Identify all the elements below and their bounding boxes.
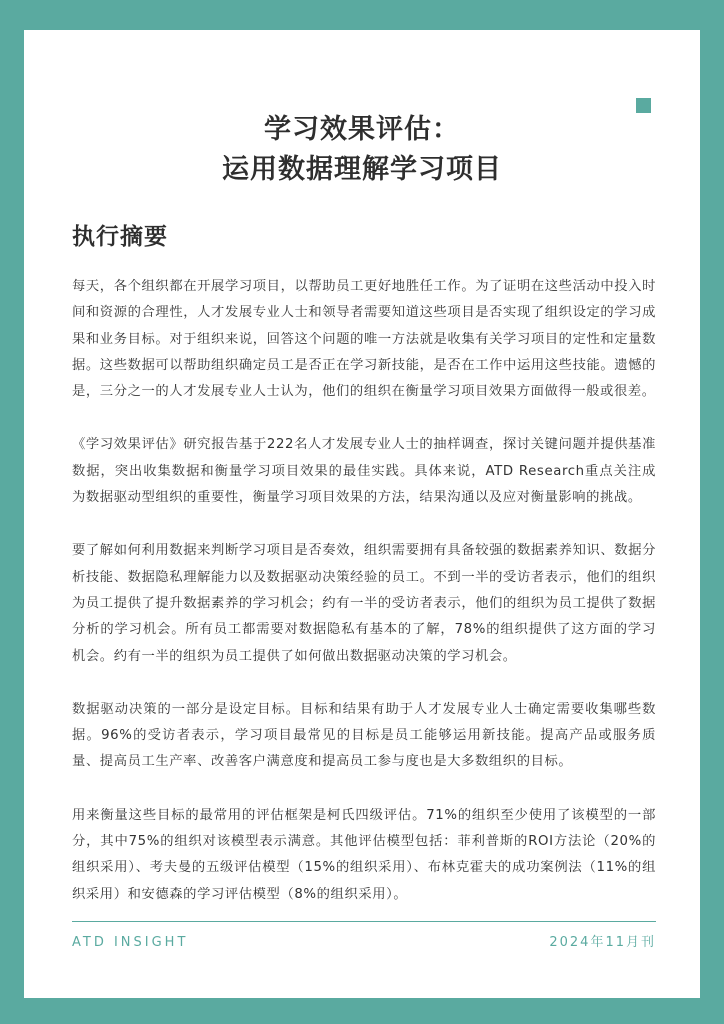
paragraph: 用来衡量这些目标的最常用的评估框架是柯氏四级评估。71%的组织至少使用了该模型的一部分，其中75%的组织对该模型表示满意。其他评估模型包括：菲利普斯的ROI方法论（20%的组织采用）、考夫曼的五级评估模型（15%的组织采用）、布林克霍夫的成功案例法（11%的组织采用）和安德森的学习评估模型（8%的组织采用）。 (72, 807, 656, 902)
paragraph: 数据驱动决策的一部分是设定目标。目标和结果有助于人才发展专业人士确定需要收集哪些数据。96%的受访者表示，学习项目最常见的目标是员工能够运用新技能。提高产品或服务质量、提高员工生产率、改善客户满意度和提高员工参与度也是大多数组织的目标。 (72, 701, 656, 770)
title-line-1: 学习效果评估： (264, 114, 460, 145)
paragraph: 每天，各个组织都在开展学习项目，以帮助员工更好地胜任工作。为了证明在这些活动中投入时间和资源的合理性，人才发展专业人士和领导者需要知道这些项目是否实现了组织设定的学习成果和业务目标。对于组织来说，回答这个问题的唯一方法就是收集有关学习项目的定性和定量数据。这些数据可以帮助组织确定员工是否正在学习新技能，是否在工作中运用这些技能。遗憾的是，三分之一的人才发展专业人士认为，他们的组织在衡量学习项目效果方面做得一般或很差。 (72, 279, 656, 400)
paragraph: 《学习效果评估》研究报告基于222名人才发展专业人士的抽样调查，探讨关键问题并提供基准数据，突出收集数据和衡量学习项目效果的最佳实践。具体来说，ATD Research重点关注成为数据驱动型组织的重要性，衡量学习项目效果的方法，结果沟通以及应对衡量影响的挑战。 (72, 437, 656, 506)
issue-date: 2024年11月刊 (549, 935, 656, 950)
paragraph: 要了解如何利用数据来判断学习项目是否奏效，组织需要拥有具备较强的数据素养知识、数据分析技能、数据隐私理解能力以及数据驱动决策经验的员工。不到一半的受访者表示，他们的组织为员工提供了提升数据素养的学习机会；约有一半的受访者表示，他们的组织为员工提供了数据分析的学习机会。所有员工都需要对数据隐私有基本的了解，78%的组织提供了这方面的学习机会。约有一半的组织为员工提供了如何做出数据驱动决策的学习机会。 (72, 543, 656, 664)
document-page (24, 30, 700, 998)
publication-name: ATD INSIGHT (72, 935, 189, 950)
title-line-2: 运用数据理解学习项目 (222, 154, 502, 185)
section-heading: 执行摘要 (72, 224, 168, 250)
body-text (72, 274, 656, 935)
footer-divider (72, 921, 656, 922)
document-title (24, 110, 700, 190)
